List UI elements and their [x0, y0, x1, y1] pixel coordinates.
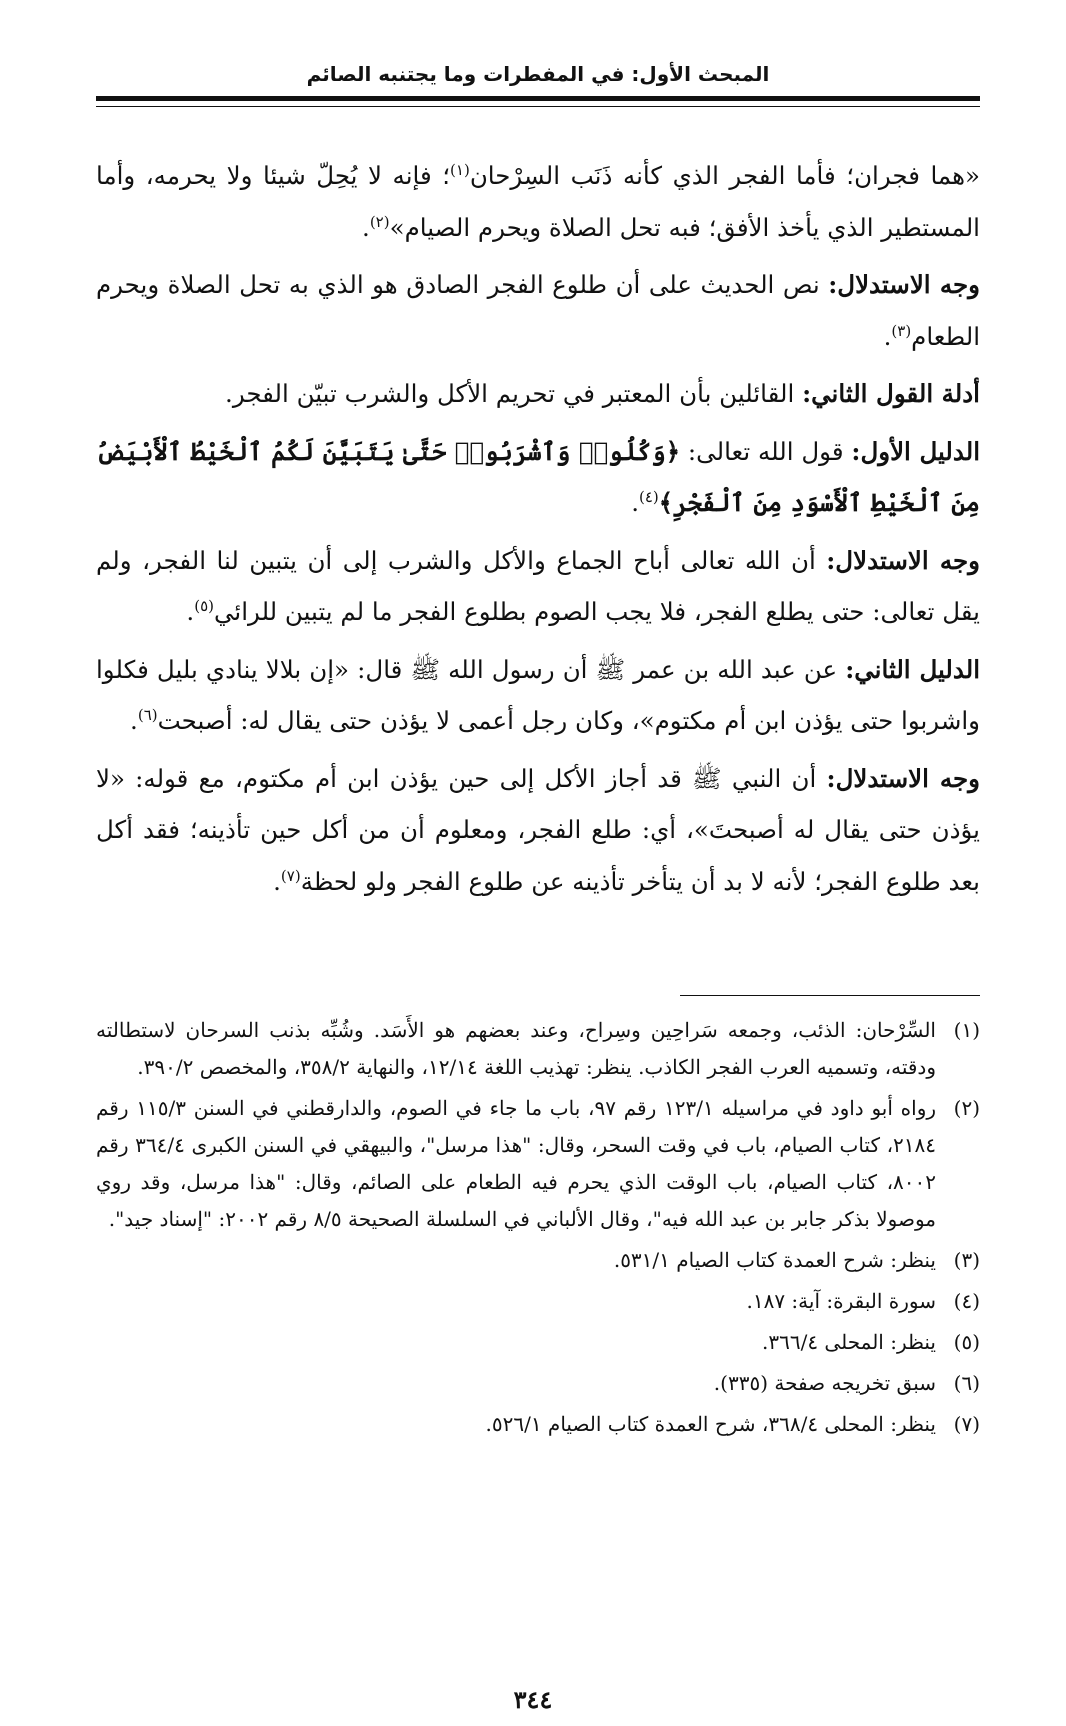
- inference-end-1: .: [883, 321, 892, 351]
- footnote-1: [96, 1012, 980, 1086]
- footnote-number: (١): [953, 1018, 980, 1042]
- footnote-ref-7[interactable]: (٧): [280, 866, 301, 885]
- inference-text-3: أن النبي ﷺ قد أجاز الأكل إلى حين يؤذن ابن أم مكتوم، مع قوله: «لا يؤذن حتى يقال له أصبحتَ»، أي: طلع الفجر، ومعلوم أن من أكل حين تأذينه؛ فقد أكل بعد طلوع الفجر؛ لأنه لا بد أن يتأخر تأذينه عن طلوع الفجر ولو لحظة: [96, 763, 980, 896]
- footnote-text: ينظر: المحلى ٣٦٨/٤، شرح العمدة كتاب الصيام ٥٢٦/١.: [485, 1412, 936, 1436]
- footnote-separator: [680, 995, 980, 996]
- footnote-ref-5[interactable]: (٥): [194, 596, 214, 615]
- header-rule-thin: [96, 106, 980, 107]
- header-rule: [96, 96, 980, 101]
- page-number: ٣٤٤: [513, 1685, 553, 1714]
- inference-text-2: أن الله تعالى أباح الجماع والأكل والشرب إلى أن يتبين لنا الفجر، ولم يقل تعالى: حتى يطلع الفجر، فلا يجب الصوم بطلوع الفجر ما لم يتبين للرائي: [96, 545, 980, 626]
- footnote-text: ينظر: شرح العمدة كتاب الصيام ٥٣١/١.: [613, 1248, 936, 1272]
- evidence-label-2: الدليل الثاني:: [845, 654, 980, 684]
- inference-label-2: وجه الاستدلال:: [826, 545, 980, 575]
- footnote-number: (٧): [953, 1412, 980, 1436]
- footnote-number: (٣): [953, 1248, 980, 1272]
- hadith-text-c: .: [362, 212, 370, 242]
- footnote-number: (٤): [953, 1289, 980, 1313]
- hadith-text-a: «هما فجران؛ فأما الفجر الذي كأنه ذَنَب السِرْحان: [469, 161, 980, 190]
- evidence-end-2: .: [130, 706, 138, 735]
- inference-label-1: وجه الاستدلال:: [828, 270, 980, 299]
- second-opinion-text: القائلين بأن المعتبر في تحريم الأكل والشرب تبيّن الفجر.: [225, 379, 803, 408]
- inference-end-3: .: [273, 866, 281, 896]
- evidence-text-1: قول الله تعالى:: [680, 436, 852, 466]
- footnote-6: [96, 1365, 980, 1402]
- footnote-text: سبق تخريجه صفحة (٣٣٥).: [713, 1371, 936, 1395]
- inference-label-3: وجه الاستدلال:: [826, 763, 980, 793]
- main-text: [96, 150, 980, 913]
- footnote-2: [96, 1090, 980, 1238]
- footnote-number: (٦): [953, 1371, 980, 1395]
- footnote-ref-1[interactable]: (١): [450, 160, 470, 179]
- paragraph-evidence-2: [96, 644, 980, 747]
- paragraph-inference-3: [96, 753, 980, 908]
- paragraph-second-opinion: [96, 368, 980, 420]
- paragraph-evidence-1: [96, 426, 980, 529]
- footnote-text: ينظر: المحلى ٣٦٦/٤.: [762, 1330, 936, 1354]
- paragraph-hadith: [96, 150, 980, 253]
- evidence-label-1: الدليل الأول:: [851, 436, 980, 466]
- footnote-7: [96, 1406, 980, 1443]
- footnote-ref-4[interactable]: (٤): [638, 487, 659, 506]
- paragraph-inference-1: [96, 259, 980, 362]
- quran-verse: ﴿وَكُلُوا۟ وَٱشْرَبُوا۟ حَتَّىٰ يَتَبَيَّنَ لَكُمُ ٱلْخَيْطُ ٱلْأَبْيَضُ مِنَ ٱلْخَيْطِ ٱلْأَسْوَدِ مِنَ ٱلْفَجْرِ﴾: [96, 436, 980, 517]
- footnote-number: (٥): [953, 1330, 980, 1354]
- footnote-text: رواه أبو داود في مراسيله ١٢٣/١ رقم ٩٧، باب ما جاء في الصوم، والدارقطني في السنن ١١٥/٣ رقم ٢١٨٤، كتاب الصيام، باب في وقت السحر، وقال: "هذا مرسل"، والبيهقي في السنن الكبرى ٣٦٤/٤ رقم ٨٠٠٢، كتاب الصيام، باب الوقت الذي يحرم فيه الطعام على الصائم، وقال: "هذا مرسل، وقد روي موصولا بذكر جابر بن عبد الله فيه"، وقال الألباني في السلسلة الصحيحة ٨/٥ رقم ٢٠٠٢: "إسناد جيد".: [96, 1096, 937, 1231]
- footnote-3: [96, 1242, 980, 1279]
- inference-end-2: .: [186, 597, 195, 626]
- footnote-number: (٢): [953, 1096, 980, 1120]
- footnote-ref-6[interactable]: (٦): [137, 705, 158, 724]
- second-opinion-label: أدلة القول الثاني:: [802, 379, 980, 408]
- footnotes: [96, 1012, 980, 1447]
- inference-text-1: نص الحديث على أن طلوع الفجر الصادق هو الذي به تحل الصلاة ويحرم الطعام: [96, 270, 980, 351]
- footnote-text: السِّرْحان: الذئب، وجمعه سَراحِين وسِراح، وعند بعضهم هو الأَسَد. وشُبِّه بذنب السرحان لاستطالته ودقته، وتسميه العرب الفجر الكاذب. ينظر: تهذيب اللغة ١٢/١٤، والنهاية ٣٥٨/٢، والمخصص ٣٩٠/٢.: [96, 1018, 936, 1079]
- footnote-5: [96, 1324, 980, 1361]
- footnote-ref-2[interactable]: (٢): [369, 212, 390, 231]
- running-header: المبحث الأول: في المفطرات وما يجتنبه الصائم: [306, 62, 770, 86]
- evidence-end-1: .: [631, 488, 639, 517]
- evidence-text-2: عن عبد الله بن عمر ﷺ أن رسول الله ﷺ قال: «إن بلالا ينادي بليل فكلوا واشربوا حتى يؤذن ابن أم مكتوم»، وكان رجل أعمى لا يؤذن حتى يقال له: أصبحت: [96, 654, 980, 735]
- footnote-text: سورة البقرة: آية: ١٨٧.: [746, 1289, 936, 1313]
- paragraph-inference-2: [96, 535, 980, 638]
- footnote-4: [96, 1283, 980, 1320]
- footnote-ref-3[interactable]: (٣): [891, 321, 912, 340]
- hadith-text-b: ؛ فإنه لا يُحِلّ شيئا ولا يحرمه، وأما المستطير الذي يأخذ الأفق؛ فبه تحل الصلاة ويحرم الصيام»: [96, 161, 980, 242]
